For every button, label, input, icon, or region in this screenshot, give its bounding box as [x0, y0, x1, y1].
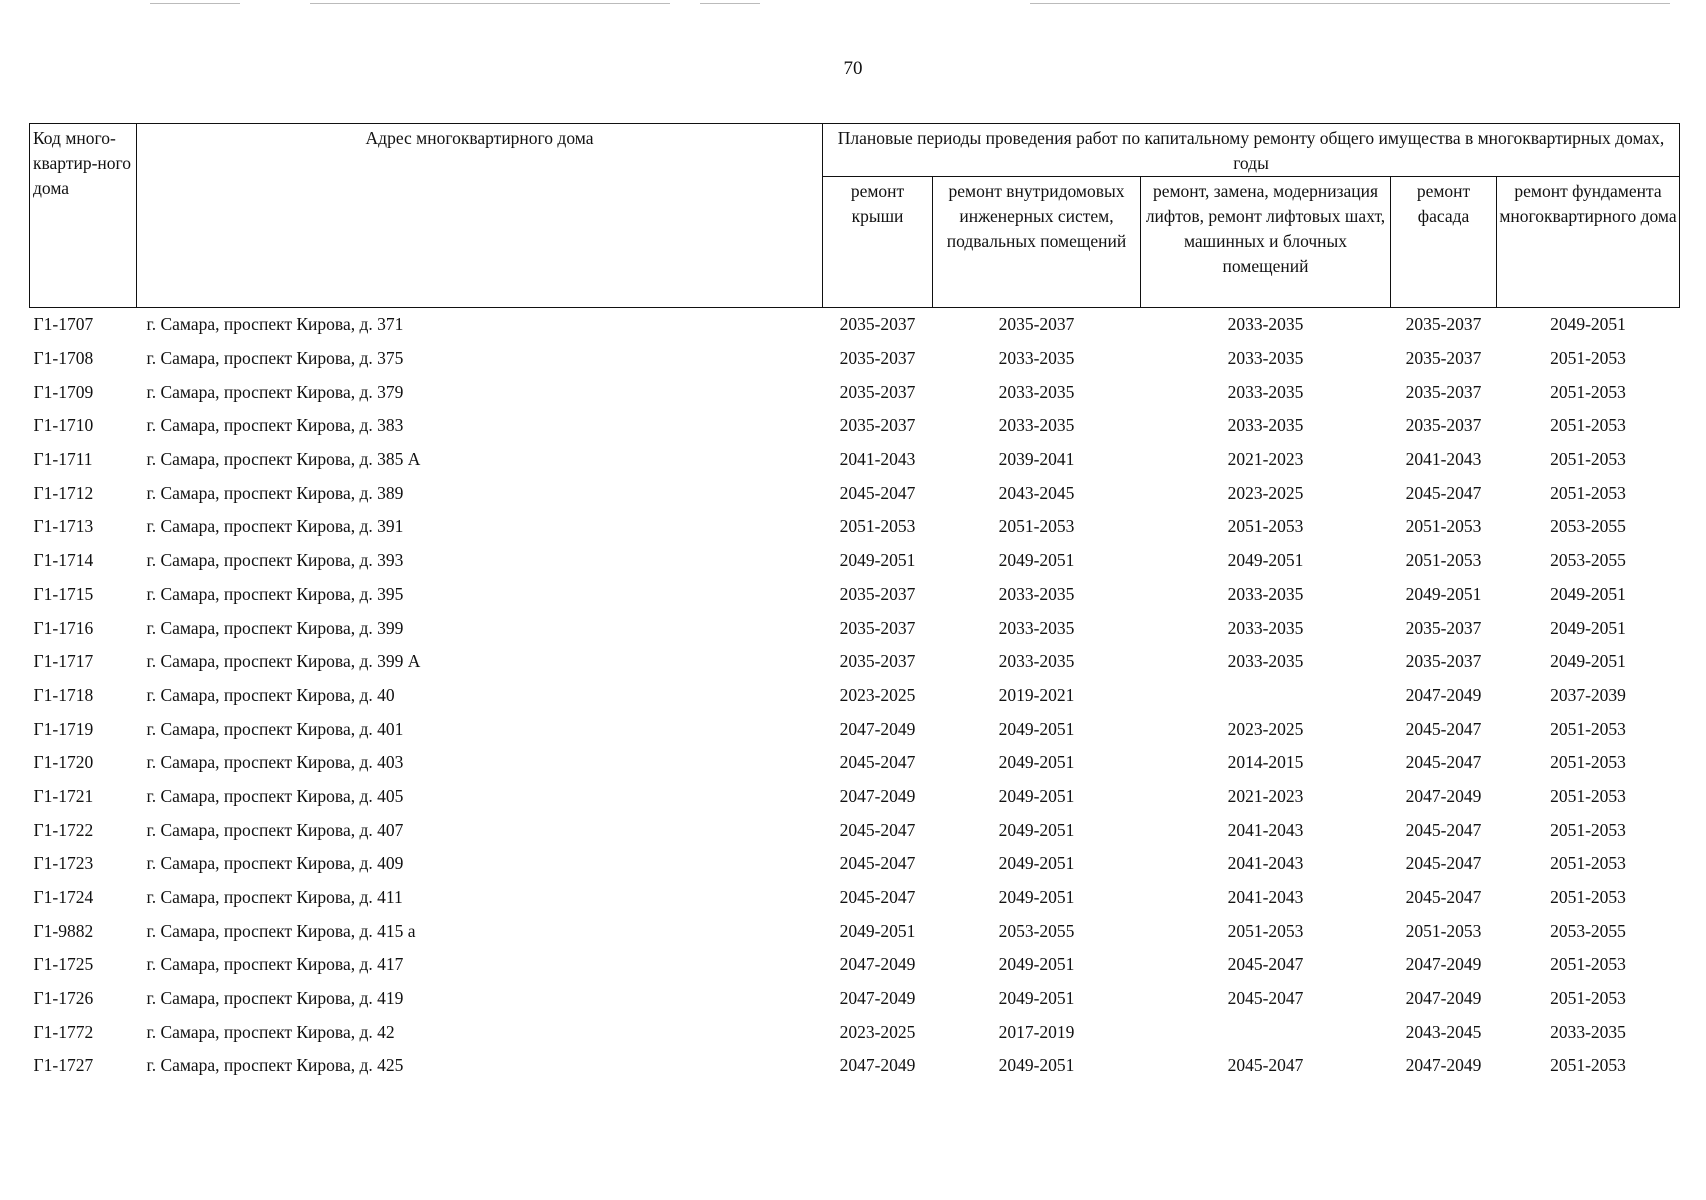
- table-header: [30, 124, 1680, 308]
- cell-facade: 2047-2049: [1405, 684, 1482, 705]
- cell-address: г. Самара, проспект Кирова, д. 40: [146, 684, 395, 705]
- cell-lifts: 2033-2035: [1227, 415, 1304, 436]
- cell-facade: 2051-2053: [1405, 920, 1482, 941]
- cell-address: г. Самара, проспект Кирова, д. 419: [146, 988, 404, 1009]
- cell-roof: 2045-2047: [839, 819, 916, 840]
- cell-facade: 2047-2049: [1405, 785, 1482, 806]
- cell-code: Г1-1717: [33, 651, 94, 672]
- cell-lifts: 2033-2035: [1227, 381, 1304, 402]
- cell-code: Г1-1727: [33, 1055, 94, 1076]
- cell-foundation: 2051-2053: [1550, 348, 1626, 369]
- cell-roof: 2035-2037: [839, 651, 916, 672]
- cell-address: г. Самара, проспект Кирова, д. 403: [146, 752, 404, 773]
- cell-lifts: 2049-2051: [1227, 550, 1304, 571]
- cell-lifts: 2045-2047: [1227, 988, 1304, 1009]
- cell-engineering: 2019-2021: [998, 684, 1075, 705]
- cell-foundation: 2051-2053: [1550, 887, 1626, 908]
- cell-foundation: 2051-2053: [1550, 718, 1626, 739]
- cell-code: Г1-1724: [33, 887, 94, 908]
- table-row: [30, 476, 1680, 510]
- cell-address: г. Самара, проспект Кирова, д. 405: [146, 785, 404, 806]
- header-engineering: ремонт внутридомовых инженерных систем, подвальных помещений: [933, 177, 1141, 308]
- cell-code: Г1-1713: [33, 516, 94, 537]
- cell-roof: 2045-2047: [839, 887, 916, 908]
- table-row: [30, 982, 1680, 1016]
- cell-facade: 2047-2049: [1405, 988, 1482, 1009]
- cell-foundation: 2049-2051: [1550, 617, 1626, 638]
- cell-engineering: 2049-2051: [998, 853, 1075, 874]
- cell-engineering: 2033-2035: [998, 583, 1075, 604]
- cell-engineering: 2049-2051: [998, 718, 1075, 739]
- cell-address: г. Самара, проспект Кирова, д. 379: [146, 381, 404, 402]
- cell-facade: 2035-2037: [1405, 348, 1482, 369]
- cell-roof: 2041-2043: [839, 449, 916, 470]
- cell-engineering: 2053-2055: [998, 920, 1075, 941]
- cell-lifts: 2051-2053: [1227, 516, 1304, 537]
- cell-code: Г1-9882: [33, 920, 94, 941]
- cell-code: Г1-1714: [33, 550, 94, 571]
- cell-lifts: 2051-2053: [1227, 920, 1304, 941]
- cell-lifts: 2033-2035: [1227, 314, 1304, 335]
- cell-address: г. Самара, проспект Кирова, д. 407: [146, 819, 404, 840]
- cell-lifts: 2033-2035: [1227, 348, 1304, 369]
- cell-engineering: 2049-2051: [998, 988, 1075, 1009]
- header-roof: ремонт крыши: [823, 177, 933, 308]
- cell-code: Г1-1718: [33, 684, 94, 705]
- cell-roof: 2035-2037: [839, 415, 916, 436]
- table-row: [30, 409, 1680, 443]
- cell-engineering: 2049-2051: [998, 1055, 1075, 1076]
- cell-roof: 2023-2025: [839, 1021, 916, 1042]
- table-row: [30, 813, 1680, 847]
- cell-code: Г1-1723: [33, 853, 94, 874]
- table-row: [30, 881, 1680, 915]
- cell-engineering: 2049-2051: [998, 819, 1075, 840]
- cell-roof: 2045-2047: [839, 752, 916, 773]
- header-facade: ремонт фасада: [1391, 177, 1497, 308]
- cell-engineering: 2039-2041: [998, 449, 1075, 470]
- cell-facade: 2035-2037: [1405, 415, 1482, 436]
- cell-facade: 2045-2047: [1405, 853, 1482, 874]
- cell-engineering: 2049-2051: [998, 550, 1075, 571]
- cell-code: Г1-1721: [33, 785, 94, 806]
- cell-foundation: 2051-2053: [1550, 449, 1626, 470]
- cell-engineering: 2049-2051: [998, 887, 1075, 908]
- repair-schedule-table: [29, 123, 1680, 1083]
- cell-address: г. Самара, проспект Кирова, д. 425: [146, 1055, 404, 1076]
- cell-address: г. Самара, проспект Кирова, д. 375: [146, 348, 404, 369]
- header-lifts: ремонт, замена, модернизация лифтов, ремонт лифтовых шахт, машинных и блочных помещений: [1141, 177, 1391, 308]
- table-row: [30, 679, 1680, 713]
- cell-foundation: 2049-2051: [1550, 651, 1626, 672]
- table-row: [30, 342, 1680, 376]
- cell-engineering: 2049-2051: [998, 785, 1075, 806]
- cell-facade: 2045-2047: [1405, 887, 1482, 908]
- cell-address: г. Самара, проспект Кирова, д. 383: [146, 415, 404, 436]
- table-row: [30, 1015, 1680, 1049]
- cell-roof: 2035-2037: [839, 314, 916, 335]
- cell-code: Г1-1772: [33, 1021, 94, 1042]
- cell-foundation: 2051-2053: [1550, 381, 1626, 402]
- cell-engineering: 2017-2019: [998, 1021, 1075, 1042]
- cell-engineering: 2035-2037: [998, 314, 1075, 335]
- cell-address: г. Самара, проспект Кирова, д. 385 А: [146, 449, 421, 470]
- cell-lifts: 2023-2025: [1227, 718, 1304, 739]
- cell-code: Г1-1710: [33, 415, 94, 436]
- cell-roof: 2049-2051: [839, 920, 916, 941]
- cell-foundation: 2051-2053: [1550, 752, 1626, 773]
- cell-roof: 2023-2025: [839, 684, 916, 705]
- cell-foundation: 2051-2053: [1550, 988, 1626, 1009]
- cell-code: Г1-1720: [33, 752, 94, 773]
- cell-address: г. Самара, проспект Кирова, д. 42: [146, 1021, 395, 1042]
- cell-foundation: 2051-2053: [1550, 819, 1626, 840]
- table-body: [30, 308, 1680, 1083]
- page-number: 70: [843, 58, 863, 79]
- cell-code: Г1-1708: [33, 348, 94, 369]
- table-row: [30, 712, 1680, 746]
- cell-engineering: 2043-2045: [998, 482, 1075, 503]
- header-foundation: ремонт фундамента многоквартирного дома: [1497, 177, 1680, 308]
- cell-lifts: 2033-2035: [1227, 617, 1304, 638]
- cell-facade: 2035-2037: [1405, 381, 1482, 402]
- cell-roof: 2035-2037: [839, 348, 916, 369]
- cell-foundation: 2037-2039: [1550, 684, 1626, 705]
- cell-code: Г1-1715: [33, 583, 94, 604]
- cell-facade: 2045-2047: [1405, 482, 1482, 503]
- cell-lifts: 2021-2023: [1227, 785, 1304, 806]
- cell-address: г. Самара, проспект Кирова, д. 391: [146, 516, 404, 537]
- cell-lifts: 2014-2015: [1227, 752, 1304, 773]
- cell-engineering: 2049-2051: [998, 752, 1075, 773]
- table-row: [30, 746, 1680, 780]
- cell-facade: 2035-2037: [1405, 314, 1482, 335]
- cell-facade: 2047-2049: [1405, 1055, 1482, 1076]
- cell-address: г. Самара, проспект Кирова, д. 399: [146, 617, 404, 638]
- cell-roof: 2047-2049: [839, 718, 916, 739]
- cell-roof: 2047-2049: [839, 785, 916, 806]
- cell-roof: 2035-2037: [839, 381, 916, 402]
- table-row: [30, 1049, 1680, 1083]
- cell-address: г. Самара, проспект Кирова, д. 395: [146, 583, 404, 604]
- cell-lifts: 2023-2025: [1227, 482, 1304, 503]
- cell-code: Г1-1712: [33, 482, 94, 503]
- cell-roof: 2047-2049: [839, 988, 916, 1009]
- cell-address: г. Самара, проспект Кирова, д. 401: [146, 718, 404, 739]
- cell-lifts: [1141, 679, 1391, 713]
- cell-code: Г1-1709: [33, 381, 94, 402]
- cell-engineering: 2033-2035: [998, 415, 1075, 436]
- cell-foundation: 2053-2055: [1550, 516, 1626, 537]
- cell-foundation: 2051-2053: [1550, 1055, 1626, 1076]
- cell-code: Г1-1707: [33, 314, 94, 335]
- cell-roof: 2049-2051: [839, 550, 916, 571]
- cell-lifts: 2033-2035: [1227, 651, 1304, 672]
- table-row: [30, 847, 1680, 881]
- scan-edge-artifacts: [0, 0, 1706, 10]
- table-row: [30, 544, 1680, 578]
- cell-facade: 2049-2051: [1405, 583, 1482, 604]
- cell-roof: 2035-2037: [839, 583, 916, 604]
- cell-facade: 2045-2047: [1405, 752, 1482, 773]
- cell-engineering: 2051-2053: [998, 516, 1075, 537]
- cell-facade: 2051-2053: [1405, 516, 1482, 537]
- header-planned-periods: Плановые периоды проведения работ по капитальному ремонту общего имущества в многоквартирных домах, годы: [823, 124, 1680, 177]
- cell-code: Г1-1722: [33, 819, 94, 840]
- cell-roof: 2047-2049: [839, 954, 916, 975]
- table-row: [30, 578, 1680, 612]
- table-row: [30, 645, 1680, 679]
- cell-address: г. Самара, проспект Кирова, д. 393: [146, 550, 404, 571]
- cell-code: Г1-1711: [33, 449, 93, 470]
- cell-facade: 2041-2043: [1405, 449, 1482, 470]
- cell-roof: 2047-2049: [839, 1055, 916, 1076]
- cell-foundation: 2051-2053: [1550, 954, 1626, 975]
- cell-code: Г1-1726: [33, 988, 94, 1009]
- cell-foundation: 2053-2055: [1550, 550, 1626, 571]
- cell-facade: 2035-2037: [1405, 617, 1482, 638]
- cell-address: г. Самара, проспект Кирова, д. 409: [146, 853, 404, 874]
- cell-facade: 2045-2047: [1405, 718, 1482, 739]
- cell-code: Г1-1725: [33, 954, 94, 975]
- cell-address: г. Самара, проспект Кирова, д. 399 А: [146, 651, 421, 672]
- cell-foundation: 2053-2055: [1550, 920, 1626, 941]
- cell-facade: 2047-2049: [1405, 954, 1482, 975]
- cell-facade: 2051-2053: [1405, 550, 1482, 571]
- cell-roof: 2051-2053: [839, 516, 916, 537]
- table-row: [30, 780, 1680, 814]
- cell-foundation: 2049-2051: [1550, 583, 1626, 604]
- cell-facade: 2043-2045: [1405, 1021, 1482, 1042]
- table-row: [30, 443, 1680, 477]
- header-code: Код много-квартир-ного дома: [30, 124, 137, 308]
- cell-roof: 2035-2037: [839, 617, 916, 638]
- cell-address: г. Самара, проспект Кирова, д. 417: [146, 954, 404, 975]
- cell-foundation: 2051-2053: [1550, 853, 1626, 874]
- cell-roof: 2045-2047: [839, 853, 916, 874]
- cell-foundation: 2051-2053: [1550, 785, 1626, 806]
- header-address: Адрес многоквартирного дома: [137, 124, 823, 308]
- cell-facade: 2045-2047: [1405, 819, 1482, 840]
- cell-address: г. Самара, проспект Кирова, д. 389: [146, 482, 404, 503]
- cell-lifts: [1141, 1015, 1391, 1049]
- cell-address: г. Самара, проспект Кирова, д. 415 а: [146, 920, 416, 941]
- cell-engineering: 2033-2035: [998, 348, 1075, 369]
- cell-code: Г1-1719: [33, 718, 94, 739]
- cell-address: г. Самара, проспект Кирова, д. 411: [146, 887, 403, 908]
- table-row: [30, 914, 1680, 948]
- table-row: [30, 948, 1680, 982]
- cell-lifts: 2045-2047: [1227, 954, 1304, 975]
- cell-code: Г1-1716: [33, 617, 94, 638]
- table-row: [30, 308, 1680, 342]
- cell-lifts: 2041-2043: [1227, 853, 1304, 874]
- table-row: [30, 611, 1680, 645]
- cell-address: г. Самара, проспект Кирова, д. 371: [146, 314, 404, 335]
- cell-lifts: 2033-2035: [1227, 583, 1304, 604]
- cell-foundation: 2051-2053: [1550, 482, 1626, 503]
- cell-engineering: 2033-2035: [998, 651, 1075, 672]
- cell-engineering: 2049-2051: [998, 954, 1075, 975]
- cell-roof: 2045-2047: [839, 482, 916, 503]
- cell-lifts: 2041-2043: [1227, 819, 1304, 840]
- cell-foundation: 2049-2051: [1550, 314, 1626, 335]
- cell-foundation: 2033-2035: [1550, 1021, 1626, 1042]
- cell-engineering: 2033-2035: [998, 617, 1075, 638]
- cell-foundation: 2051-2053: [1550, 415, 1626, 436]
- cell-lifts: 2041-2043: [1227, 887, 1304, 908]
- table-row: [30, 375, 1680, 409]
- cell-facade: 2035-2037: [1405, 651, 1482, 672]
- cell-lifts: 2045-2047: [1227, 1055, 1304, 1076]
- table-row: [30, 510, 1680, 544]
- cell-lifts: 2021-2023: [1227, 449, 1304, 470]
- cell-engineering: 2033-2035: [998, 381, 1075, 402]
